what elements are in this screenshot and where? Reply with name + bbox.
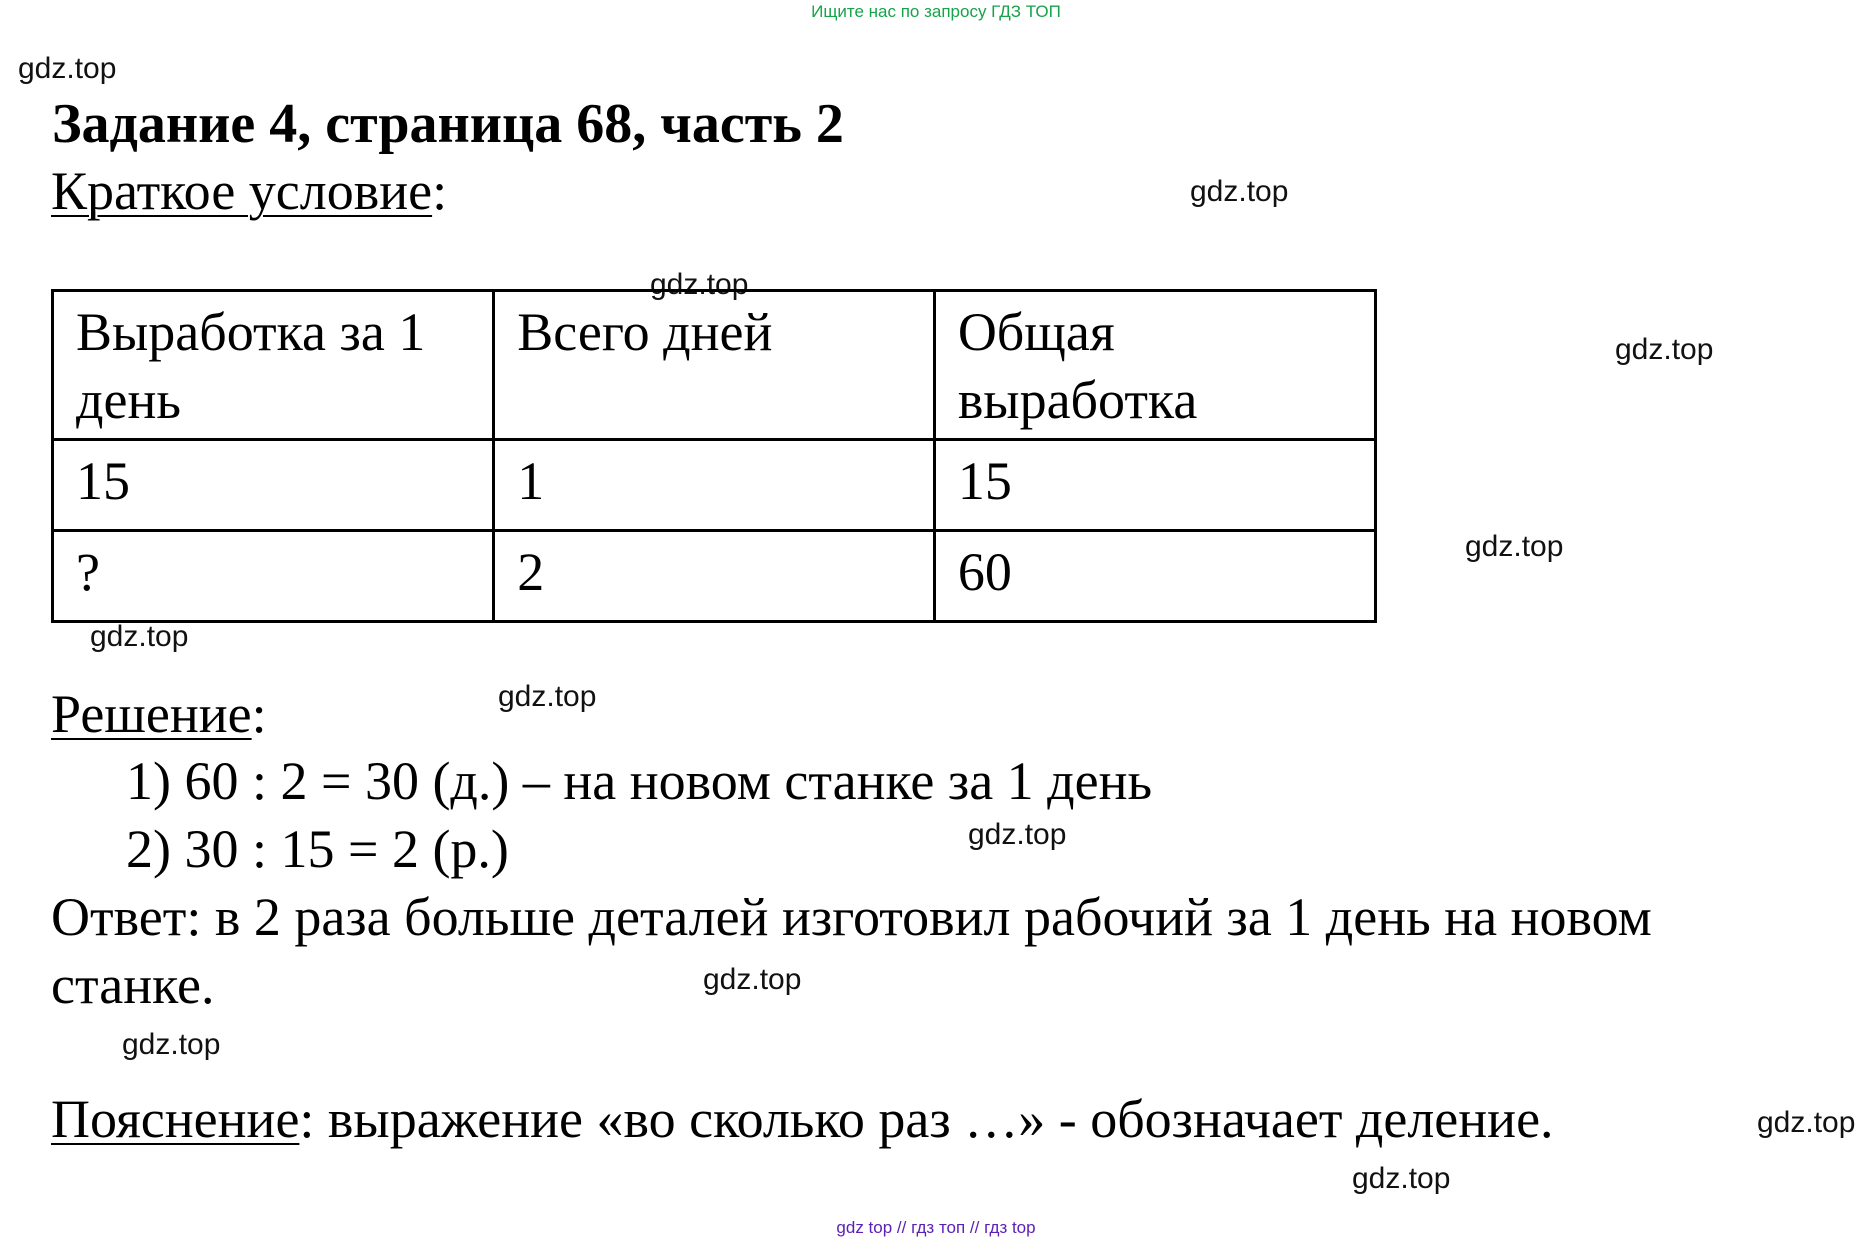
table-cell: ?: [53, 531, 494, 622]
table-header-row: [53, 291, 1376, 440]
watermark: gdz.top: [1352, 1162, 1451, 1195]
watermark: gdz.top: [1465, 530, 1564, 563]
watermark: gdz.top: [90, 620, 189, 653]
table-header-cell: Всего дней: [494, 291, 935, 440]
footer-links[interactable]: gdz top // гдз топ // гдз top: [836, 1218, 1036, 1237]
table-header-cell: Выработка за 1 день: [53, 291, 494, 440]
top-banner: Ищите нас по запросу ГДЗ ТОП: [811, 2, 1061, 21]
watermark: gdz.top: [703, 963, 802, 996]
table-header-cell: Общая выработка: [934, 291, 1375, 440]
watermark: gdz.top: [18, 52, 117, 85]
solution-step-2: 2) 30 : 15 = 2 (р.): [126, 819, 509, 879]
condition-label: Краткое условие: [51, 161, 433, 221]
watermark: gdz.top: [1190, 175, 1289, 208]
page-title: Задание 4, страница 68, часть 2: [52, 93, 844, 155]
solution-step-1: 1) 60 : 2 = 30 (д.) – на новом станке за 1 день: [126, 751, 1153, 811]
table-cell: 15: [53, 440, 494, 531]
solution-heading: Решение:: [51, 684, 267, 744]
answer-line-1: Ответ: в 2 раза больше деталей изготовил рабочий за 1 день на новом: [51, 887, 1652, 947]
answer-line-2: станке.: [51, 955, 215, 1015]
explanation-text: : выражение «во сколько раз …» - обозначает деление.: [299, 1089, 1554, 1149]
table-cell: 15: [934, 440, 1375, 531]
table-cell: 1: [494, 440, 935, 531]
table-cell: 60: [934, 531, 1375, 622]
explanation-label: Пояснение: [51, 1089, 300, 1149]
solution-label: Решение: [51, 684, 252, 744]
watermark: gdz.top: [968, 818, 1067, 851]
watermark: gdz.top: [1615, 333, 1714, 366]
explanation: [51, 1088, 1554, 1150]
table-row: [53, 440, 1376, 531]
watermark: gdz.top: [122, 1028, 221, 1061]
table-cell: 2: [494, 531, 935, 622]
watermark: gdz.top: [498, 680, 597, 713]
condition-table: [51, 289, 1377, 623]
watermark: gdz.top: [1757, 1106, 1856, 1139]
table-row: [53, 531, 1376, 622]
condition-heading: Краткое условие:: [51, 161, 448, 221]
watermark: gdz.top: [650, 268, 749, 301]
